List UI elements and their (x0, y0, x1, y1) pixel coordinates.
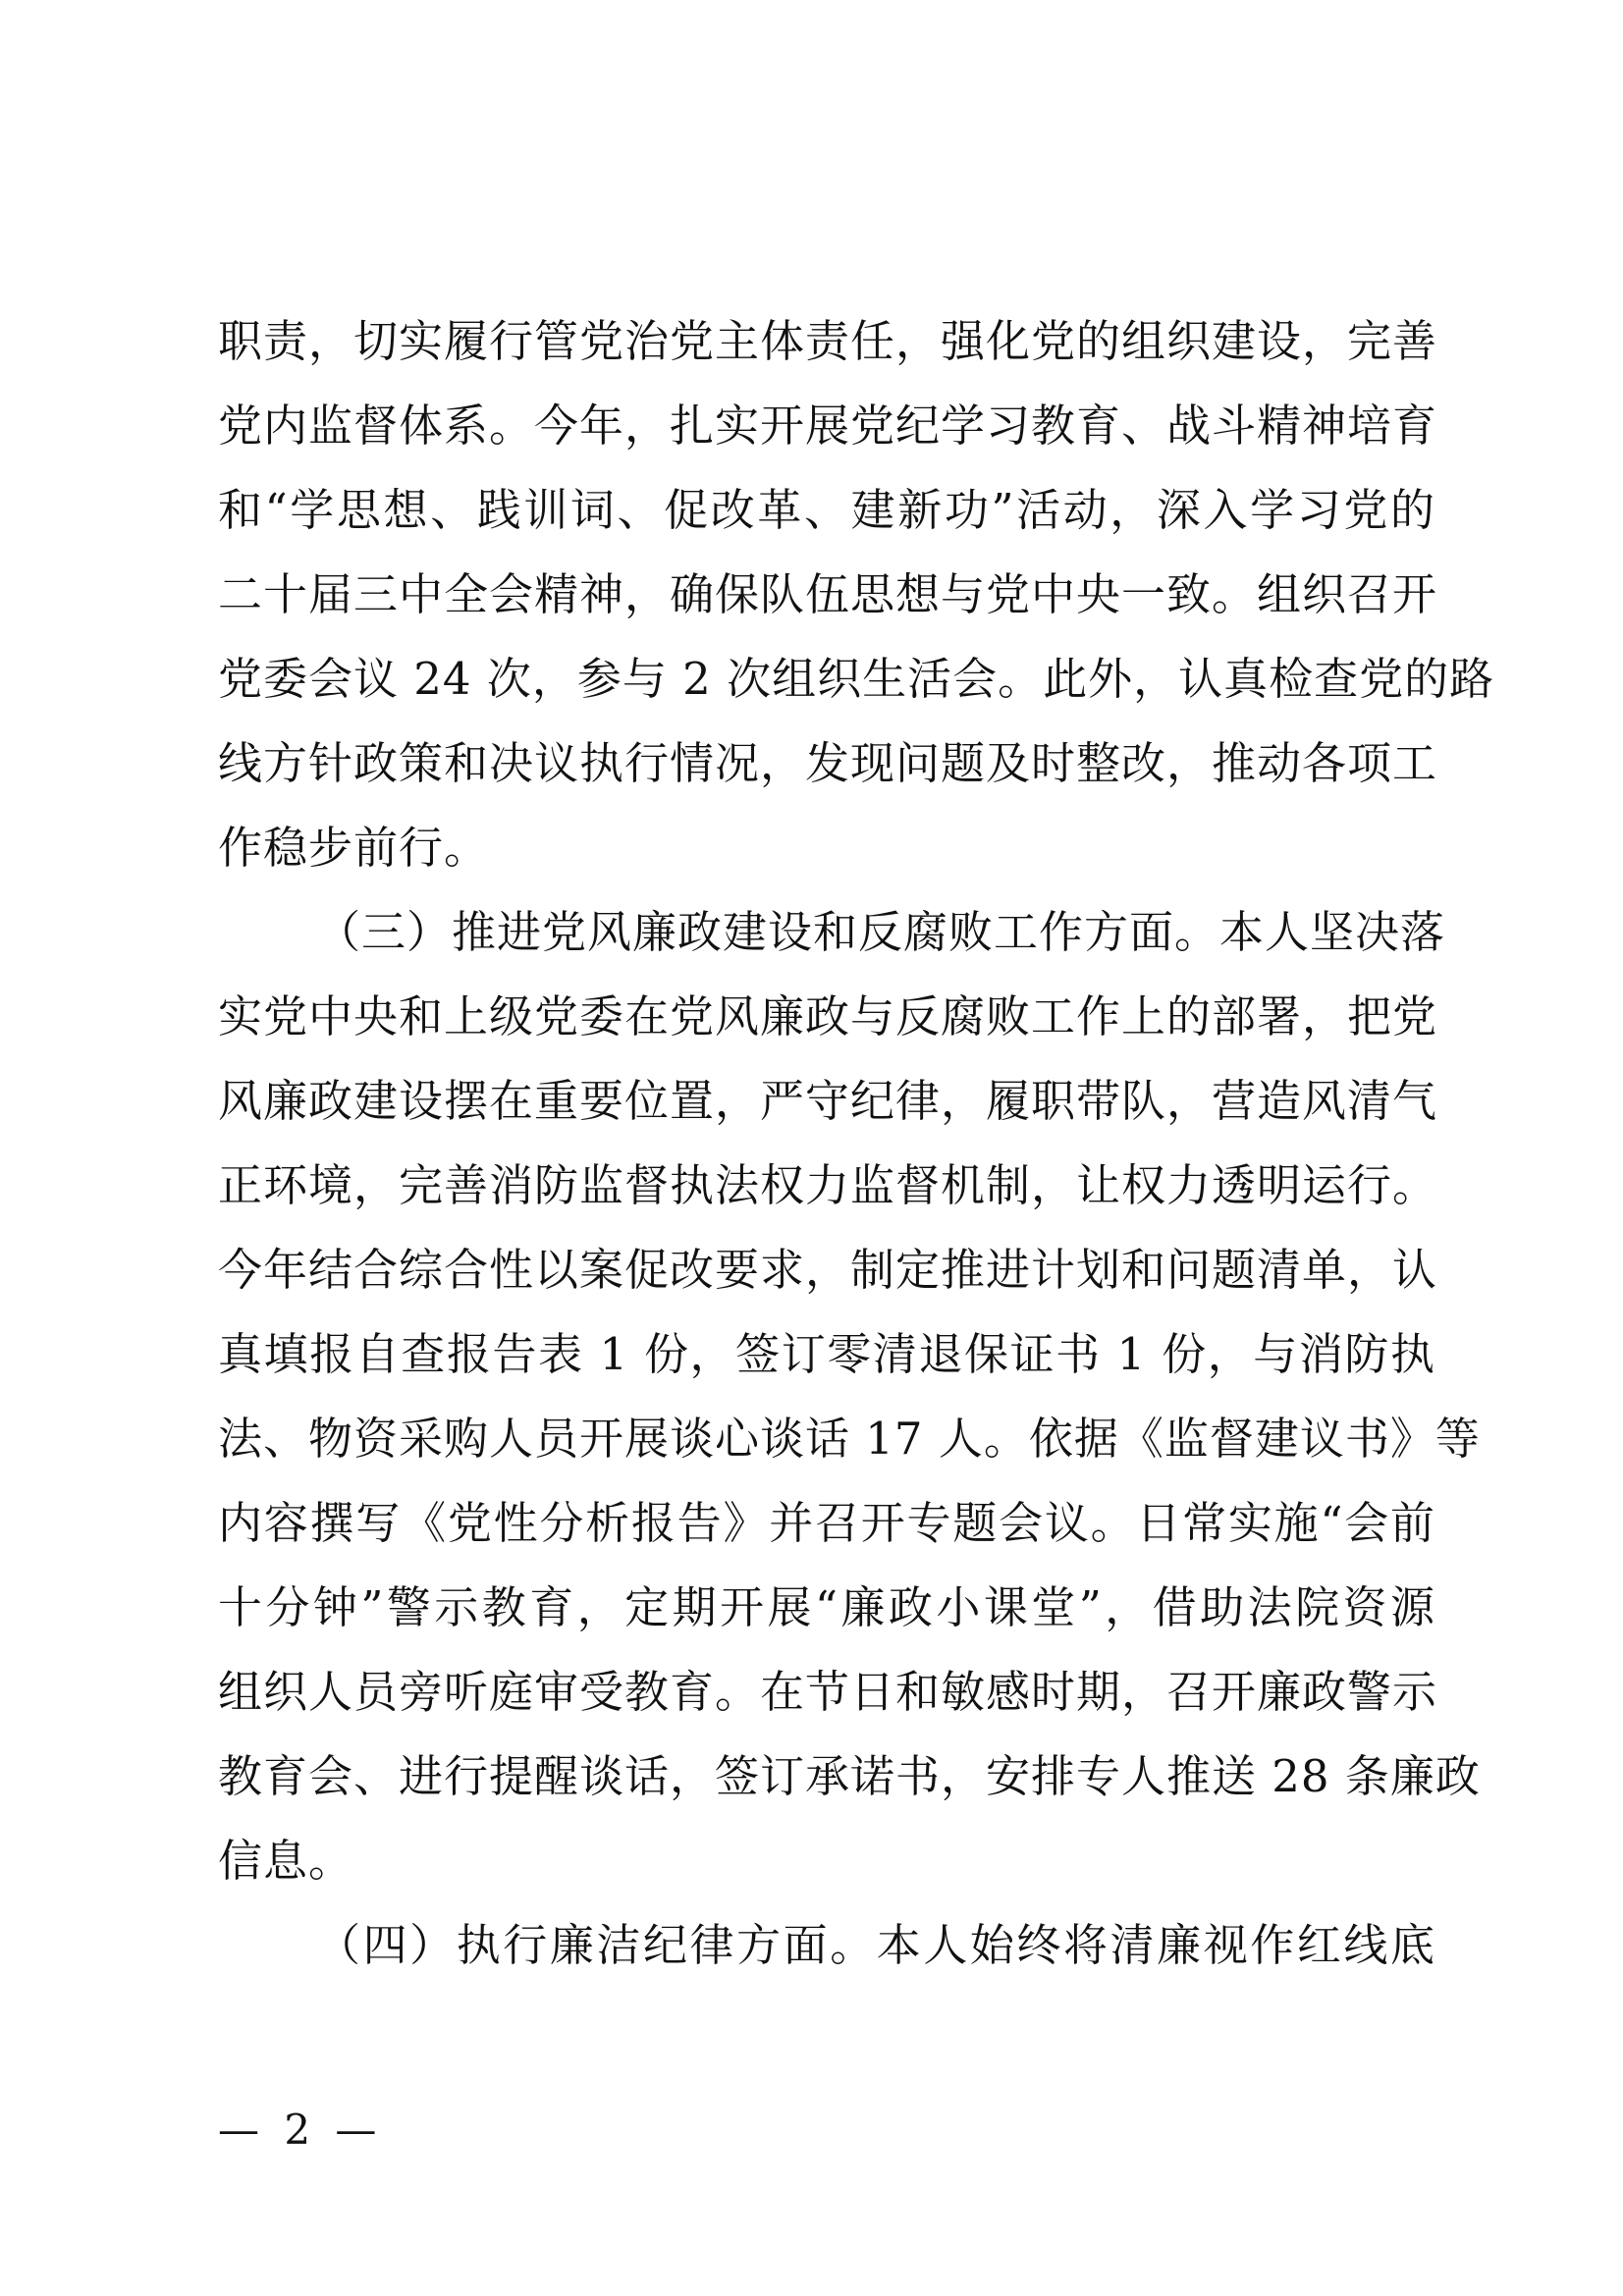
text-line-last: 作稳步前行。 (218, 822, 490, 874)
text-line: 教育会、进行提醒谈话，签订承诺书，安排专人推送 28 条廉政 (218, 1750, 1481, 1802)
text-line: 职责，切实履行管党治党主体责任，强化党的组织建设，完善 (218, 315, 1438, 367)
text-line: 内容撰写《党性分析报告》并召开专题会议。日常实施“会前 (218, 1497, 1435, 1549)
text-line: 风廉政建设摆在重要位置，严守纪律，履职带队，营造风清气 (218, 1075, 1438, 1127)
section-heading-line: （四）执行廉洁纪律方面。本人始终将清廉视作红线底 (316, 1919, 1435, 1971)
paragraph-section-3 (218, 890, 1481, 1903)
text-line: 正环境，完善消防监督执法权力监督机制，让权力透明运行。 (218, 1159, 1438, 1211)
text-line: 和“学思想、践训词、促改革、建新功”活动，深入学习党的 (218, 484, 1435, 536)
body-text (218, 299, 1495, 1988)
text-line: 线方针政策和决议执行情况，发现问题及时整改，推动各项工 (218, 737, 1438, 789)
paragraph-section-4 (218, 1903, 1435, 1988)
paragraph-continuation (218, 299, 1495, 890)
text-line: 党委会议 24 次，参与 2 次组织生活会。此外，认真检查党的路 (218, 653, 1495, 705)
text-line: 组织人员旁听庭审受教育。在节日和敏感时期，召开廉政警示 (218, 1666, 1438, 1718)
text-line: 法、物资采购人员开展谈心谈话 17 人。依据《监督建议书》等 (218, 1413, 1481, 1465)
text-line: 十分钟”警示教育，定期开展“廉政小课堂”，借助法院资源 (218, 1581, 1435, 1633)
page-number: — 2 — (218, 2106, 383, 2154)
text-line: 党内监督体系。今年，扎实开展党纪学习教育、战斗精神培育 (218, 400, 1438, 452)
text-line-last: 信息。 (218, 1835, 354, 1887)
section-heading-line: （三）推进党风廉政建设和反腐败工作方面。本人坚决落 (316, 906, 1446, 958)
text-line: 真填报自查报告表 1 份，签订零清退保证书 1 份，与消防执 (218, 1328, 1435, 1380)
text-line: 今年结合综合性以案促改要求，制定推进计划和问题清单，认 (218, 1244, 1438, 1296)
text-line: 二十届三中全会精神，确保队伍思想与党中央一致。组织召开 (218, 568, 1438, 620)
text-line: 实党中央和上级党委在党风廉政与反腐败工作上的部署，把党 (218, 990, 1438, 1042)
